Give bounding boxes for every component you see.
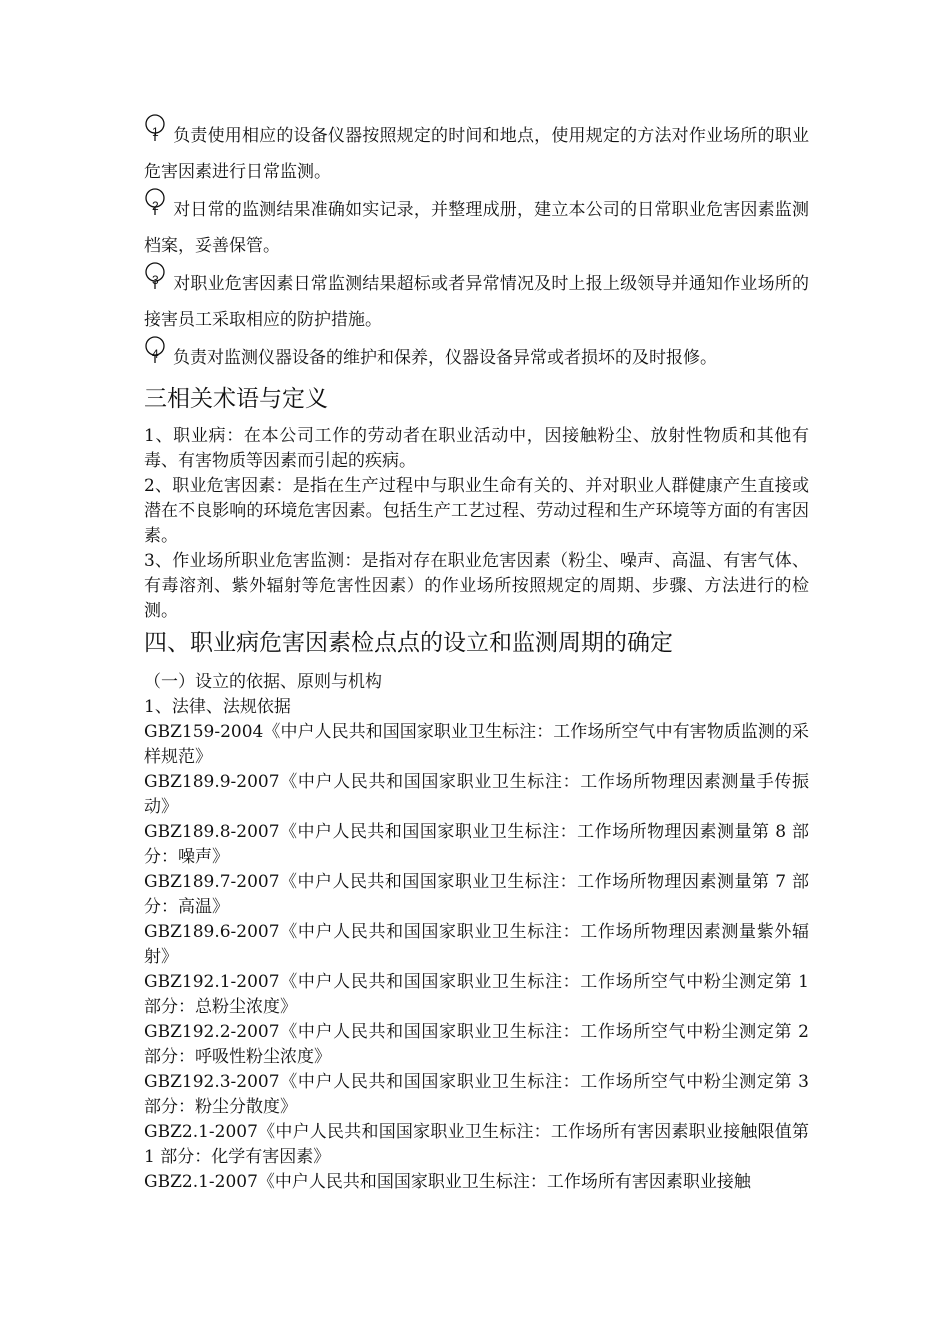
duty-number: 4: [152, 347, 159, 361]
duty-number: 2: [152, 199, 159, 213]
standard-item: GBZ2.1-2007《中户人民共和国国家职业卫生标注：工作场所有害因素职业接触限值第 1 部分：化学有害因素》: [144, 1122, 809, 1167]
bulb-marker-icon: [144, 119, 170, 145]
duty-text: 负责对监测仪器设备的维护和保养，仪器设备异常或者损坏的及时报修。: [173, 348, 717, 368]
document-body: [144, 118, 809, 1195]
definition-item: 3、作业场所职业危害监测：是指对存在职业危害因素（粉尘、噪声、高温、有害气体、有毒溶剂、紫外辐射等危害性因素）的作业场所按照规定的周期、步骤、方法进行的检测。: [144, 551, 809, 621]
duty-list: [144, 118, 809, 376]
standard-item: GBZ192.1-2007《中户人民共和国国家职业卫生标注：工作场所空气中粉尘测定第 1 部分：总粉尘浓度》: [144, 972, 809, 1017]
definition-item: 1、职业病：在本公司工作的劳动者在职业活动中，因接触粉尘、放射性物质和其他有毒、有害物质等因素而引起的疾病。: [144, 426, 809, 471]
bulb-marker-icon: [144, 341, 170, 367]
standard-item: GBZ192.2-2007《中户人民共和国国家职业卫生标注：工作场所空气中粉尘测定第 2 部分：呼吸性粉尘浓度》: [144, 1022, 809, 1067]
duty-item: [144, 118, 809, 190]
duty-text: 对日常的监测结果准确如实记录，并整理成册，建立本公司的日常职业危害因素监测档案，妥善保管。: [144, 200, 809, 256]
duty-text: 对职业危害因素日常监测结果超标或者异常情况及时上报上级领导并通知作业场所的接害员工采取相应的防护措施。: [144, 274, 809, 330]
section-4-subtitle: （一）设立的依据、原则与机构: [144, 672, 382, 692]
standard-item: GBZ189.9-2007《中户人民共和国国家职业卫生标注：工作场所物理因素测量手传振动》: [144, 772, 809, 817]
duty-item: [144, 266, 809, 338]
bulb-marker-icon: [144, 193, 170, 219]
definitions-list: [144, 424, 809, 624]
standard-item: GBZ2.1-2007《中户人民共和国国家职业卫生标注：工作场所有害因素职业接触: [144, 1172, 751, 1192]
basis-heading: 1、法律、法规依据: [144, 697, 291, 717]
duty-item: [144, 340, 809, 376]
section-3-heading: 三相关术语与定义: [144, 386, 328, 412]
standard-item: GBZ189.6-2007《中户人民共和国国家职业卫生标注：工作场所物理因素测量紫外辐射》: [144, 922, 809, 967]
definition-item: 2、职业危害因素：是指在生产过程中与职业生命有关的、并对职业人群健康产生直接或潜在不良影响的环境危害因素。包括生产工艺过程、劳动过程和生产环境等方面的有害因素。: [144, 476, 809, 546]
standard-item: GBZ159-2004《中户人民共和国国家职业卫生标注：工作场所空气中有害物质监测的采样规范》: [144, 722, 809, 767]
duty-number: 3: [152, 273, 159, 287]
standard-item: GBZ189.7-2007《中户人民共和国国家职业卫生标注：工作场所物理因素测量第 7 部分：高温》: [144, 872, 809, 917]
standard-item: GBZ192.3-2007《中户人民共和国国家职业卫生标注：工作场所空气中粉尘测定第 3 部分：粉尘分散度》: [144, 1072, 809, 1117]
duty-number: 1: [152, 125, 159, 139]
duty-text: 负责使用相应的设备仪器按照规定的时间和地点，使用规定的方法对作业场所的职业危害因素进行日常监测。: [144, 126, 809, 182]
standard-item: GBZ189.8-2007《中户人民共和国国家职业卫生标注：工作场所物理因素测量第 8 部分：噪声》: [144, 822, 809, 867]
bulb-marker-icon: [144, 267, 170, 293]
section-4-heading: 四、职业病危害因素检点点的设立和监测周期的确定: [144, 630, 673, 656]
standards-list: [144, 720, 809, 1195]
duty-item: [144, 192, 809, 264]
